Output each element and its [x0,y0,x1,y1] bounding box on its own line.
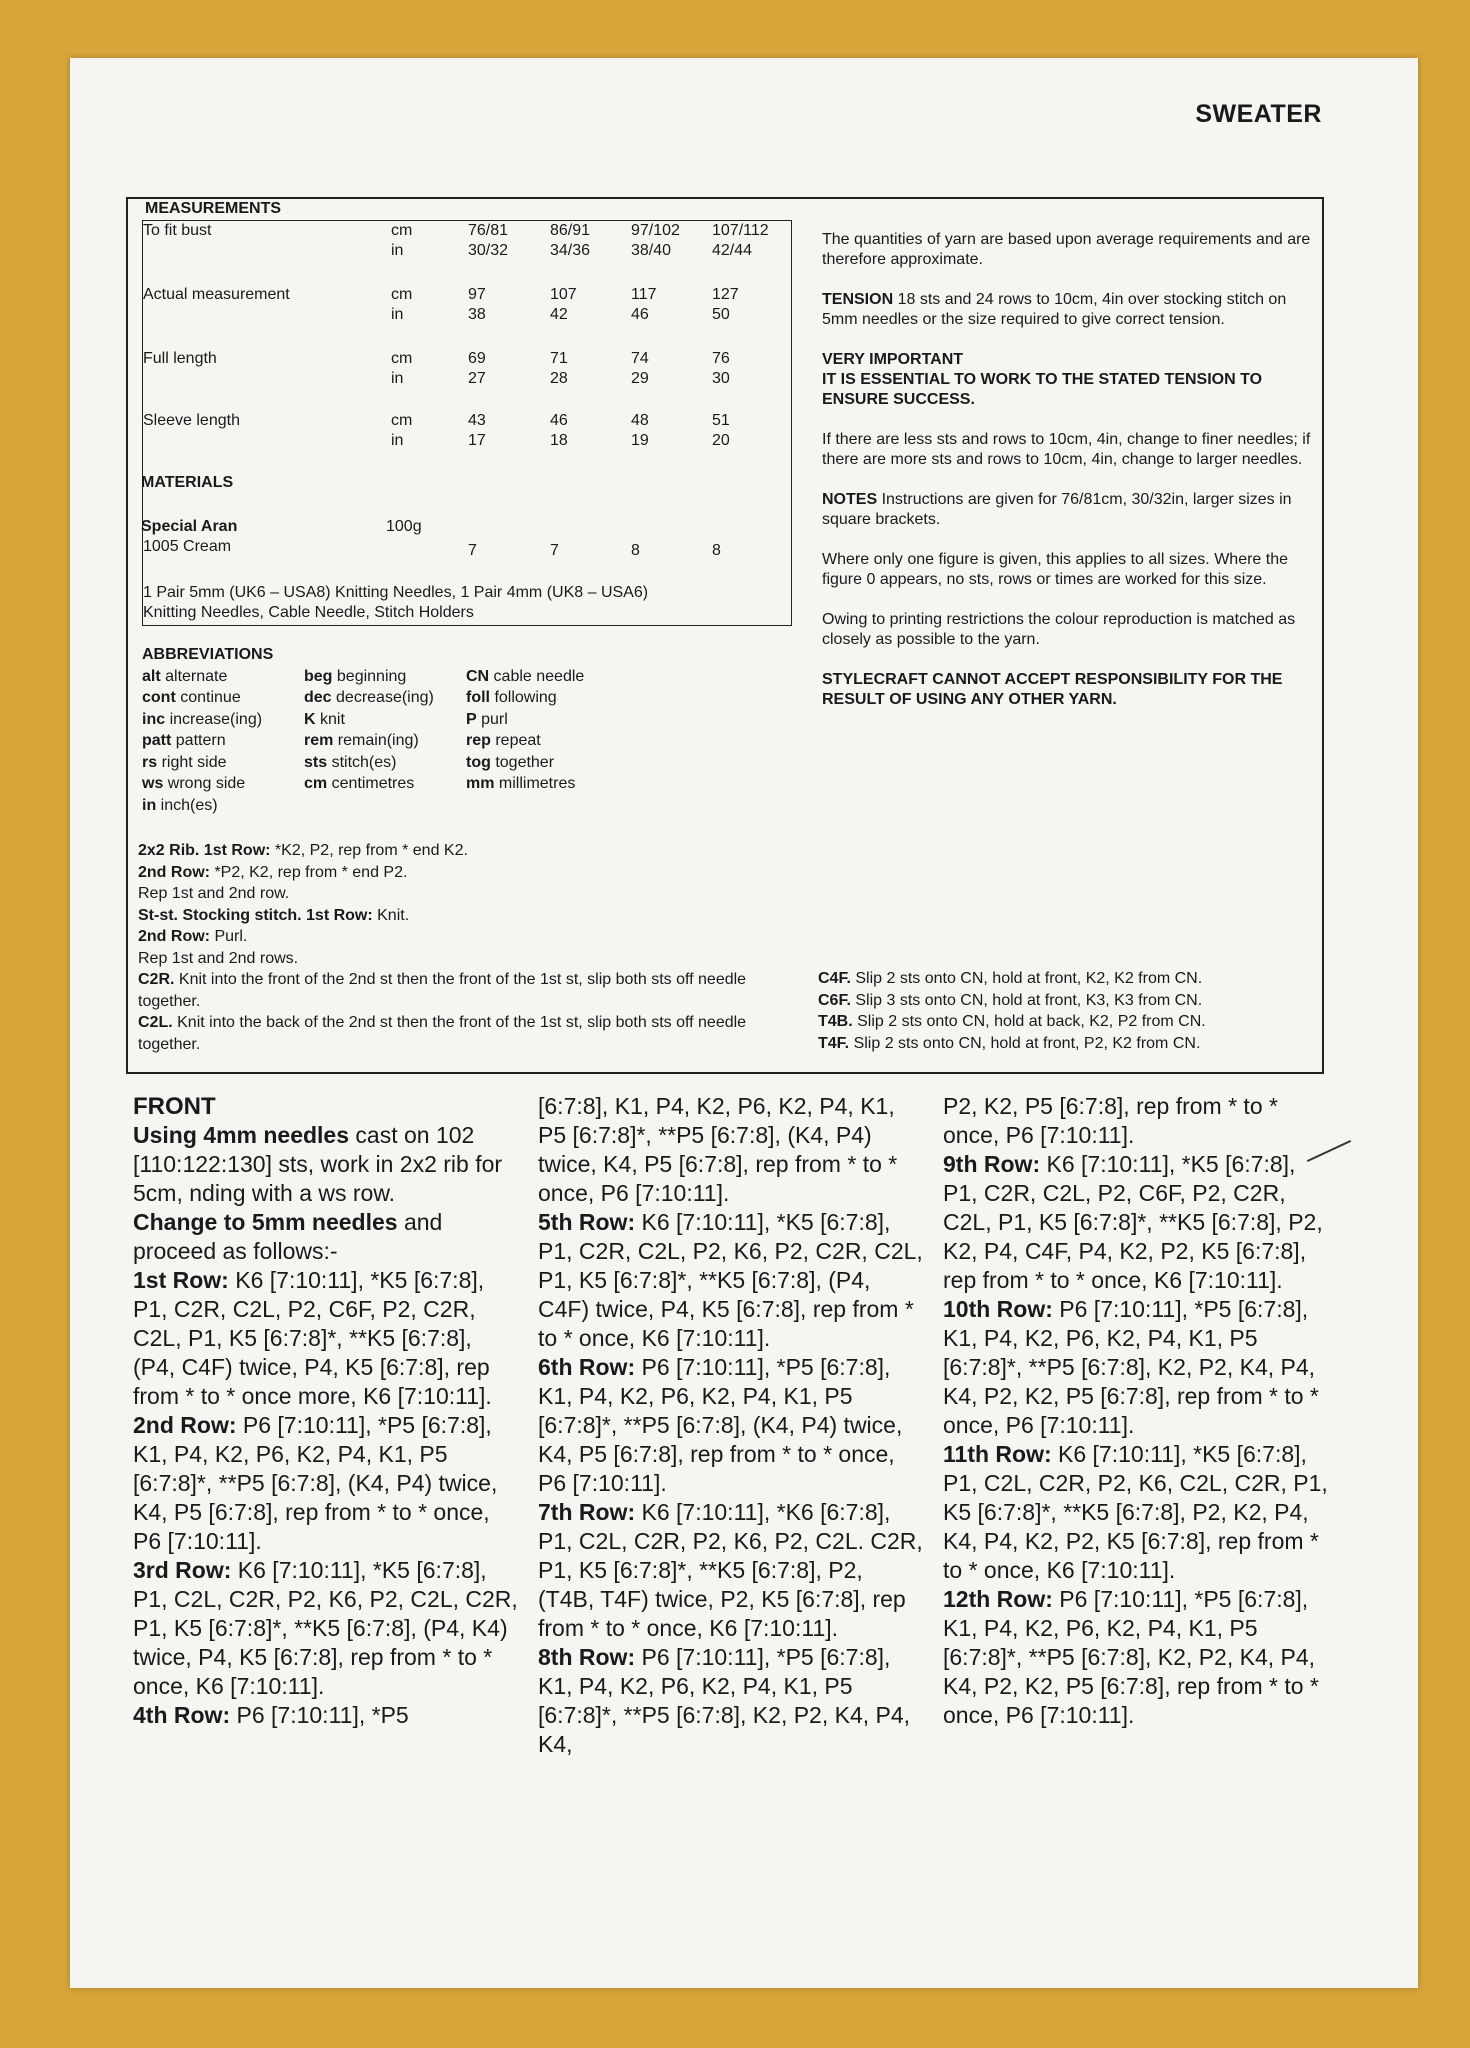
stitch-definition: 2nd Row: Purl. [138,928,248,945]
unit-label: cm [391,222,413,239]
abbreviation-item: sts stitch(es) [304,753,397,771]
cable-definition: T4F. Slip 2 sts onto CN, hold at front, P2, K2 from CN. [818,1034,1201,1052]
measurement-value: 19 [631,432,649,449]
measurement-value: 42/44 [712,242,753,259]
measurement-value: 38/40 [631,242,672,259]
front-column-2 [538,1092,923,1759]
abbreviations-heading: ABBREVIATIONS [142,646,274,663]
abbreviation-item: rem remain(ing) [304,732,419,749]
abbreviation-item: cm centimetres [304,775,415,792]
instruction-row: Using 4mm needles cast on 102 [110:122:130] sts, work in 2x2 rib for 5cm, nding with a ws row. [133,1122,503,1206]
abbreviation-item: inc increase(ing) [142,710,263,728]
quantities-note: The quantities of yarn are based upon average requirements and are therefore approximate. [822,231,1311,268]
measurement-value: 127 [712,286,739,303]
instruction-row: [6:7:8], K1, P4, K2, P6, K2, P4, K1, P5 [6:7:8]*, **P5 [6:7:8], (K4, P4) twice, K4, P5 [6:7:8], rep from * to * once, P6 [7:10:11]. [538,1093,898,1206]
abbreviation-item: tog together [466,753,555,771]
instruction-row: 12th Row: P6 [7:10:11], *P5 [6:7:8], K1, P4, K2, P6, K2, P4, K1, P5 [6:7:8]*, **P5 [6:7:8], K2, P2, K4, P4, K4, P2, K2, P5 [6:7:8], rep from * to * once, P6 [7:10:11]. [943,1586,1319,1728]
tension-note: TENSION 18 sts and 24 rows to 10cm, 4in over stocking stitch on 5mm needles or the size required to give correct tension. [822,291,1287,328]
cable-definition: T4B. Slip 2 sts onto CN, hold at back, K2, P2 from CN. [818,1013,1206,1030]
measurement-value: 74 [631,350,649,367]
measurement-value: 38 [468,306,486,323]
measurement-label: To fit bust [143,222,212,239]
instruction-row: 4th Row: P6 [7:10:11], *P5 [133,1702,409,1728]
abbreviations [142,644,626,816]
instruction-row: 7th Row: K6 [7:10:11], *K6 [6:7:8], P1, C2L, C2R, P2, K6, P2, C2L. C2R, P1, K5 [6:7:8]*, **K5 [6:7:8], P2, (T4B, T4F) twice, P2, K5 [6:7:8], rep from * to * once, K6 [7:10:11]. [538,1499,923,1641]
front-column-3 [943,1092,1333,1730]
unit-label: cm [391,286,413,303]
instruction-row: Change to 5mm needles and proceed as follows:- [133,1209,443,1264]
abbreviation-item: K knit [304,710,345,728]
measurement-value: 29 [631,370,649,387]
abbreviation-item: rep repeat [466,732,541,749]
measurement-value: 28 [550,370,568,387]
measurement-value: 97/102 [631,222,680,239]
measurement-value: 43 [468,412,486,429]
yarn-weight: 100g [386,518,422,535]
instruction-row: 5th Row: K6 [7:10:11], *K5 [6:7:8], P1, C2R, C2L, P2, K6, P2, C2R, C2L, P1, K5 [6:7:8]*, **K5 [6:7:8], (P4, C4F) twice, P4, K5 [6:7:8], rep from * to * once, K6 [7:10:11]. [538,1209,923,1351]
measurement-value: 46 [550,412,568,429]
measurement-value: 18 [550,432,568,449]
measurements-heading: MEASUREMENTS [145,200,282,217]
measurement-label: Sleeve length [143,412,240,429]
unit-label: cm [391,350,413,367]
unit-label: in [391,370,404,387]
instruction-row: 3rd Row: K6 [7:10:11], *K5 [6:7:8], P1, C2L, C2R, P2, K6, P2, C2L, C2R, P1, K5 [6:7:8]*, **K5 [6:7:8], (P4, K4) twice, P4, K5 [6:7:8], rep from * to * once, K6 [7:10:11]. [133,1557,518,1699]
stitch-definition: St-st. Stocking stitch. 1st Row: Knit. [138,906,410,924]
stitch-definition: 2x2 Rib. 1st Row: *K2, P2, rep from * end K2. [138,842,468,859]
measurement-value: 107/112 [712,222,769,239]
abbreviation-item: rs right side [142,753,227,771]
abbreviation-item: alt alternate [142,667,228,685]
abbreviation-item: mm millimetres [466,775,576,792]
yarn-name: Special Aran [141,518,238,535]
disclaimer: STYLECRAFT CANNOT ACCEPT RESPONSIBILITY FOR THE RESULT OF USING ANY OTHER YARN. [822,671,1283,708]
stitch-definition: C2R. Knit into the front of the 2nd st then the front of the 1st st, slip both sts off needle together. [138,971,747,1010]
printing-note: Owing to printing restrictions the colour reproduction is matched as closely as possible to the yarn. [822,611,1296,648]
abbreviation-item: patt pattern [142,732,226,749]
important-note: VERY IMPORTANT IT IS ESSENTIAL TO WORK TO THE STATED TENSION TO ENSURE SUCCESS. [822,351,1263,408]
unit-label: in [391,306,404,323]
figures-note: Where only one figure is given, this applies to all sizes. Where the figure 0 appears, no sts, rows or times are worked for this size. [822,551,1289,588]
measurement-label: Actual measurement [143,286,290,303]
abbreviation-item: ws wrong side [142,775,246,792]
unit-label: cm [391,412,413,429]
yarn-qty: 8 [631,542,640,559]
measurement-value: 42 [550,306,568,323]
abbreviation-item: in inch(es) [142,796,218,814]
cable-definition: C4F. Slip 2 sts onto CN, hold at front, K2, K2 from CN. [818,970,1203,987]
measurement-value: 50 [712,306,730,323]
measurement-value: 107 [550,286,577,303]
instruction-row: 10th Row: P6 [7:10:11], *P5 [6:7:8], K1, P4, K2, P6, K2, P4, K1, P5 [6:7:8]*, **P5 [6:7:8], K2, P2, K4, P4, K4, P2, K2, P5 [6:7:8], rep from * to * once, P6 [7:10:11]. [943,1296,1319,1438]
measurement-value: 86/91 [550,222,591,239]
measurement-value: 27 [468,370,486,387]
instruction-row: 11th Row: K6 [7:10:11], *K5 [6:7:8], P1, C2L, C2R, P2, K6, C2L, C2R, P1, K5 [6:7:8]*, **K5 [6:7:8], P2, K2, P4, K4, P4, K2, P2, K5 [6:7:8], rep from * to * once, K6 [7:10:11]. [943,1441,1328,1583]
measurement-value: 76/81 [468,222,509,239]
yarn-notes [822,230,1322,730]
notes: NOTES Instructions are given for 76/81cm, 30/32in, larger sizes in square brackets. [822,491,1292,528]
abbreviation-item: dec decrease(ing) [304,689,434,706]
instruction-row: 6th Row: P6 [7:10:11], *P5 [6:7:8], K1, P4, K2, P6, K2, P4, K1, P5 [6:7:8]*, **P5 [6:7:8], (K4, P4) twice, K4, P5 [6:7:8], rep from * to * once, P6 [7:10:11]. [538,1354,903,1496]
unit-label: in [391,242,404,259]
measurement-value: 76 [712,350,730,367]
measurement-value: 30 [712,370,730,387]
measurement-value: 51 [712,412,730,429]
abbreviation-item: CN cable needle [466,667,585,685]
abbreviation-item: beg beginning [304,667,407,685]
measurement-value: 30/32 [468,242,509,259]
measurement-value: 97 [468,286,486,303]
measurement-value: 20 [712,432,730,449]
yarn-qty: 7 [550,542,559,559]
front-column-1 [133,1092,518,1730]
cable-definitions [818,968,1318,1054]
unit-label: in [391,432,404,449]
instruction-row: 2nd Row: P6 [7:10:11], *P5 [6:7:8], K1, P4, K2, P6, K2, P4, K1, P5 [6:7:8]*, **P5 [6:7:8], (K4, P4) twice, K4, P5 [6:7:8], rep from * to * once, P6 [7:10:11]. [133,1412,498,1554]
measurement-value: 46 [631,306,649,323]
abbreviation-item: P purl [466,710,508,728]
yarn-colour: 1005 Cream [143,538,232,555]
stitch-definition: C2L. Knit into the back of the 2nd st then the front of the 1st st, slip both sts off needle together. [138,1014,747,1053]
measurement-value: 117 [631,286,657,303]
stitch-definition: Rep 1st and 2nd rows. [138,949,299,967]
measurement-value: 69 [468,350,486,367]
materials-heading: MATERIALS [141,474,234,491]
stitch-definitions [138,840,788,1055]
instruction-row: 1st Row: K6 [7:10:11], *K5 [6:7:8], P1, C2R, C2L, P2, C6F, P2, C2R, C2L, P1, K5 [6:7:8]*, **K5 [6:7:8], (P4, C4F) twice, P4, K5 [6:7:8], rep from * to * once more, K6 [7:10:11]. [133,1267,492,1409]
stitch-definition: Rep 1st and 2nd row. [138,885,290,902]
measurements-table [142,220,792,626]
measurement-value: 48 [631,412,649,429]
instruction-row: 8th Row: P6 [7:10:11], *P5 [6:7:8], K1, P4, K2, P6, K2, P4, K1, P5 [6:7:8]*, **P5 [6:7:8], K2, P2, K4, P4, K4, [538,1644,911,1757]
page-title: SWEATER [1195,100,1322,128]
cable-definition: C6F. Slip 3 sts onto CN, hold at front, K3, K3 from CN. [818,991,1203,1009]
measurement-value: 17 [468,432,486,449]
abbreviation-item: cont continue [142,689,241,706]
instruction-row: 9th Row: K6 [7:10:11], *K5 [6:7:8], P1, C2R, C2L, P2, C6F, P2, C2R, C2L, P1, K5 [6:7:8]*, **K5 [6:7:8], P2, K2, P4, C4F, P4, K2, P2, K5 [6:7:8], rep from * to * once, K6 [7:10:11]. [943,1151,1323,1293]
yarn-qty: 7 [468,542,477,559]
abbreviation-item: foll following [466,689,557,706]
needles-line: 1 Pair 5mm (UK6 – USA8) Knitting Needles, 1 Pair 4mm (UK8 – USA6) [143,584,649,601]
section-heading: FRONT [133,1093,216,1120]
measurement-label: Full length [143,350,217,367]
instruction-row: P2, K2, P5 [6:7:8], rep from * to * once, P6 [7:10:11]. [943,1093,1278,1148]
needles-line: Knitting Needles, Cable Needle, Stitch Holders [143,604,474,621]
measurement-value: 71 [550,350,568,367]
stitch-definition: 2nd Row: *P2, K2, rep from * end P2. [138,863,408,881]
measurement-value: 34/36 [550,242,591,259]
yarn-qty: 8 [712,542,721,559]
needles-advice: If there are less sts and rows to 10cm, 4in, change to finer needles; if there are more sts and rows to 10cm, 4in, change to larger needles. [822,431,1311,468]
